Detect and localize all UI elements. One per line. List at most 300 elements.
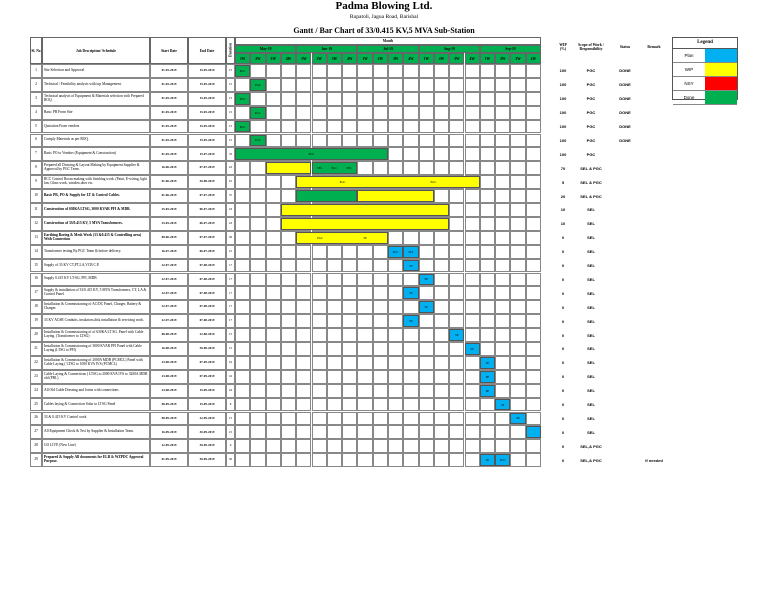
- bar-label: SE: [424, 305, 428, 310]
- week-cell: [357, 412, 372, 426]
- week-cell: [327, 300, 342, 314]
- row-status: [612, 203, 638, 217]
- bar-label: SE: [500, 402, 505, 407]
- row-status: DONE: [619, 82, 631, 88]
- week-cell: [480, 64, 495, 78]
- week-cell: [526, 439, 541, 453]
- row-status: DONE: [619, 124, 631, 130]
- company-address: Rupatoli, Jagua Road, Barishal: [349, 14, 419, 20]
- week-cell: [465, 217, 480, 231]
- row-wip: 0: [561, 388, 565, 394]
- week-cell: [526, 356, 541, 370]
- week-cell: [342, 425, 357, 439]
- row-sl: 1: [30, 64, 42, 78]
- gantt-bar: [296, 190, 357, 202]
- row-wip: 0: [561, 318, 565, 324]
- week-cell: [250, 273, 265, 287]
- bar-label: SE: [409, 263, 413, 268]
- row-job: GO LIVE (New Line): [42, 439, 150, 453]
- row-duration: 17: [226, 314, 235, 328]
- week-cell: [266, 120, 281, 134]
- week-cell: [357, 245, 372, 259]
- week-cell: [510, 64, 525, 78]
- gantt-bar: [388, 246, 403, 258]
- week-cell: [357, 161, 372, 175]
- gantt-bar: [403, 246, 418, 258]
- row-job: All Equipment Check & Test by Supplier & Installation Team.: [42, 425, 150, 439]
- week-cell: [419, 147, 434, 161]
- row-remark: [640, 231, 668, 245]
- week-cell: [403, 92, 418, 106]
- week-cell: [266, 217, 281, 231]
- row-status: [612, 286, 638, 300]
- week-header: 4W: [281, 53, 296, 64]
- legend-item: [673, 91, 737, 105]
- week-cell: [235, 328, 250, 342]
- bar-label: SE: [409, 319, 413, 324]
- bar-label: PGC: [255, 138, 261, 143]
- week-cell: [250, 342, 265, 356]
- week-cell: [480, 231, 495, 245]
- week-cell: [357, 300, 372, 314]
- header-end: End Date: [188, 37, 226, 64]
- row-remark: [640, 398, 668, 412]
- week-cell: [388, 286, 403, 300]
- row-wip: 0: [561, 263, 565, 269]
- legend-title: Legend: [673, 38, 737, 49]
- week-cell: [312, 259, 327, 273]
- week-cell: [281, 453, 296, 467]
- row-scope: PGC: [586, 110, 596, 116]
- week-cell: [403, 453, 418, 467]
- week-cell: [235, 412, 250, 426]
- row-sl: 29: [30, 453, 42, 467]
- week-cell: [526, 147, 541, 161]
- row-remark: [640, 203, 668, 217]
- week-cell: [357, 342, 372, 356]
- week-cell: [510, 328, 525, 342]
- week-cell: [434, 259, 449, 273]
- week-cell: [327, 342, 342, 356]
- week-cell: [312, 398, 327, 412]
- row-scope: SEL & PGC: [580, 193, 602, 199]
- week-cell: [526, 342, 541, 356]
- week-cell: [526, 106, 541, 120]
- row-scope: SEL: [587, 263, 595, 269]
- week-cell: [449, 217, 464, 231]
- row-status: DONE: [619, 110, 631, 116]
- week-cell: [250, 300, 265, 314]
- row-scope: PGC: [586, 151, 596, 157]
- week-cell: [357, 356, 372, 370]
- row-start: 08-09-2019: [150, 398, 188, 412]
- week-cell: [403, 120, 418, 134]
- week-cell: [419, 356, 434, 370]
- row-sl: 23: [30, 370, 42, 384]
- week-cell: [403, 356, 418, 370]
- row-end: 15-05-2019: [188, 92, 226, 106]
- row-end: 07-08-2019: [188, 300, 226, 314]
- week-cell: [266, 64, 281, 78]
- week-cell: [235, 286, 250, 300]
- row-wip: 0: [561, 374, 565, 380]
- week-cell: [526, 286, 541, 300]
- week-cell: [419, 286, 434, 300]
- week-cell: [495, 175, 510, 189]
- week-cell: [373, 106, 388, 120]
- week-cell: [434, 286, 449, 300]
- week-cell: [510, 231, 525, 245]
- gantt-table: [30, 37, 556, 470]
- week-cell: [250, 314, 265, 328]
- row-status: [612, 412, 638, 426]
- week-cell: [526, 231, 541, 245]
- row-remark: [640, 412, 668, 426]
- week-cell: [510, 106, 525, 120]
- row-remark: [640, 439, 668, 453]
- row-status: [612, 328, 638, 342]
- week-cell: [403, 425, 418, 439]
- week-cell: [495, 356, 510, 370]
- week-cell: [449, 147, 464, 161]
- week-cell: [465, 120, 480, 134]
- week-cell: [465, 286, 480, 300]
- week-cell: [296, 259, 311, 273]
- week-cell: [235, 425, 250, 439]
- week-cell: [465, 439, 480, 453]
- week-cell: [342, 286, 357, 300]
- week-header: 2W: [312, 53, 327, 64]
- row-job: Earthing Boring & Mesh Work (33 &0.415 & Controlling area) With Connection: [42, 231, 150, 245]
- gantt-bar: [250, 135, 265, 147]
- row-start: 01-06-2019: [150, 189, 188, 203]
- week-cell: [281, 175, 296, 189]
- row-scope: SEL: [587, 388, 595, 394]
- week-cell: [388, 64, 403, 78]
- row-duration: 15: [226, 78, 235, 92]
- week-cell: [495, 217, 510, 231]
- row-remark: [640, 425, 668, 439]
- row-scope: SEL: [587, 332, 595, 338]
- row-sl: 3: [30, 92, 42, 106]
- week-cell: [250, 203, 265, 217]
- row-duration: 15: [226, 64, 235, 78]
- week-cell: [373, 453, 388, 467]
- week-cell: [327, 78, 342, 92]
- week-cell: [526, 273, 541, 287]
- week-cell: [342, 439, 357, 453]
- bar-label: SE: [485, 360, 490, 365]
- week-header: 2W: [434, 53, 449, 64]
- week-cell: [235, 356, 250, 370]
- row-remark: [640, 147, 668, 161]
- header-duration: Duration: [226, 37, 235, 64]
- row-start: 08-09-2019: [150, 412, 188, 426]
- week-cell: [510, 120, 525, 134]
- week-cell: [403, 412, 418, 426]
- row-job: Technical analysis of Equipment & Materials selection with Prepared BOQ.: [42, 92, 150, 106]
- row-end: 07-07-2019: [188, 161, 226, 175]
- week-cell: [312, 106, 327, 120]
- bar-label: SE: [409, 291, 413, 296]
- row-remark: [640, 120, 668, 134]
- row-sl: 27: [30, 425, 42, 439]
- week-cell: [495, 78, 510, 92]
- legend-swatch: [705, 49, 737, 62]
- row-job: RCC Control Room making with finishing work. (Paint, E-wiring, light fan, Glass work, window,door etc.: [42, 175, 150, 189]
- row-start: 22-07-2019: [150, 259, 188, 273]
- row-remark: [640, 161, 668, 175]
- row-status: [612, 439, 638, 453]
- row-wip: 0: [561, 332, 565, 338]
- week-cell: [388, 273, 403, 287]
- week-cell: [281, 78, 296, 92]
- legend-label: WIP: [684, 67, 694, 72]
- week-cell: [480, 92, 495, 106]
- week-cell: [465, 245, 480, 259]
- row-end: 15-07-2019: [188, 147, 226, 161]
- week-cell: [480, 328, 495, 342]
- week-header: 3W: [327, 53, 342, 64]
- week-cell: [281, 286, 296, 300]
- week-cell: [357, 78, 372, 92]
- week-cell: [296, 314, 311, 328]
- week-cell: [495, 370, 510, 384]
- week-cell: [465, 78, 480, 92]
- gantt-bar: [403, 315, 418, 327]
- row-sl: 13: [30, 231, 42, 245]
- week-cell: [434, 384, 449, 398]
- week-cell: [388, 412, 403, 426]
- row-scope: SEL: [587, 235, 595, 241]
- row-wip: 100: [559, 82, 567, 88]
- gantt-bar: [281, 204, 449, 216]
- row-duration: 37: [226, 189, 235, 203]
- week-cell: [266, 273, 281, 287]
- week-cell: [480, 300, 495, 314]
- week-cell: [510, 245, 525, 259]
- legend-item: [673, 77, 737, 91]
- row-duration: 43: [226, 203, 235, 217]
- week-cell: [357, 286, 372, 300]
- week-cell: [312, 92, 327, 106]
- week-cell: [526, 412, 541, 426]
- week-cell: [312, 384, 327, 398]
- row-start: 01-05-2019: [150, 92, 188, 106]
- row-start: 23-08-2019: [150, 384, 188, 398]
- week-cell: [296, 328, 311, 342]
- week-cell: [266, 384, 281, 398]
- week-cell: [235, 161, 250, 175]
- week-header: 1W: [419, 53, 434, 64]
- week-cell: [357, 120, 372, 134]
- row-status: [612, 356, 638, 370]
- week-cell: [495, 147, 510, 161]
- week-cell: [388, 342, 403, 356]
- week-cell: [250, 217, 265, 231]
- row-sl: 8: [30, 161, 42, 175]
- week-header: 3W: [510, 53, 525, 64]
- row-scope: SEL & PGC: [580, 179, 602, 185]
- row-scope: SEL & PGC: [580, 165, 602, 171]
- week-cell: [235, 175, 250, 189]
- row-remark: [640, 134, 668, 148]
- week-cell: [465, 161, 480, 175]
- legend-item: [673, 49, 737, 63]
- week-cell: [281, 300, 296, 314]
- week-header: 3W: [266, 53, 281, 64]
- week-cell: [449, 161, 464, 175]
- week-cell: [449, 245, 464, 259]
- bar-label: PGC: [392, 249, 399, 254]
- header-sl: Sl. No: [30, 37, 42, 64]
- week-cell: [357, 453, 372, 467]
- week-cell: [419, 412, 434, 426]
- week-cell: [480, 120, 495, 134]
- week-cell: [495, 439, 510, 453]
- week-cell: [480, 259, 495, 273]
- week-cell: [357, 134, 372, 148]
- week-cell: [342, 300, 357, 314]
- week-cell: [526, 203, 541, 217]
- header-scope: Scope of Work / Responsibility: [578, 43, 604, 51]
- row-job: All Old Cable Dressing and Joints with connections: [42, 384, 150, 398]
- week-cell: [235, 398, 250, 412]
- week-cell: [312, 356, 327, 370]
- week-cell: [235, 189, 250, 203]
- bar-label: SE: [485, 374, 490, 379]
- row-job: Construction of 33/0.415 KV, 5 MVA Transformers.: [42, 217, 150, 231]
- week-cell: [403, 328, 418, 342]
- week-cell: [449, 412, 464, 426]
- week-cell: [510, 161, 525, 175]
- week-cell: [281, 384, 296, 398]
- week-cell: [419, 64, 434, 78]
- week-cell: [526, 245, 541, 259]
- row-job: Cable Laying & Connections ( LTSG to 2000 KVA IVS to 3200A MDB old (PBL): [42, 370, 150, 384]
- week-cell: [342, 453, 357, 467]
- row-duration: 15: [226, 342, 235, 356]
- week-cell: [312, 342, 327, 356]
- row-start: 01-05-2019: [150, 147, 188, 161]
- week-cell: [327, 384, 342, 398]
- row-status: [612, 231, 638, 245]
- week-cell: [281, 259, 296, 273]
- week-cell: [281, 356, 296, 370]
- row-wip: 0: [561, 402, 565, 408]
- week-cell: [342, 92, 357, 106]
- gantt-bar: [235, 121, 250, 133]
- week-cell: [388, 328, 403, 342]
- row-wip: 70: [560, 165, 566, 171]
- week-cell: [526, 189, 541, 203]
- row-start: 23-08-2019: [150, 356, 188, 370]
- row-remark: [640, 259, 668, 273]
- row-remark: [640, 342, 668, 356]
- bar-label: SE: [516, 416, 520, 421]
- week-cell: [266, 92, 281, 106]
- week-cell: [510, 300, 525, 314]
- week-cell: [266, 231, 281, 245]
- week-cell: [434, 328, 449, 342]
- week-cell: [250, 439, 265, 453]
- row-sl: 17: [30, 286, 42, 300]
- week-cell: [235, 134, 250, 148]
- row-end: 15-05-2019: [188, 78, 226, 92]
- week-cell: [403, 78, 418, 92]
- week-cell: [449, 259, 464, 273]
- week-cell: [281, 273, 296, 287]
- week-cell: [342, 412, 357, 426]
- week-cell: [526, 78, 541, 92]
- bar-label: PGC: [255, 82, 261, 87]
- week-cell: [312, 273, 327, 287]
- week-cell: [312, 412, 327, 426]
- row-end: 06-07-2019: [188, 203, 226, 217]
- week-cell: [296, 356, 311, 370]
- row-wip: 10: [560, 207, 566, 213]
- week-cell: [250, 245, 265, 259]
- week-cell: [357, 314, 372, 328]
- row-wip: 0: [561, 249, 565, 255]
- gantt-bar: [510, 413, 525, 425]
- week-cell: [250, 425, 265, 439]
- row-remark: [640, 106, 668, 120]
- row-scope: SEL: [587, 374, 595, 380]
- week-cell: [327, 259, 342, 273]
- row-remark: [640, 217, 668, 231]
- week-cell: [449, 439, 464, 453]
- row-start: 01-05-2019: [150, 134, 188, 148]
- week-cell: [449, 231, 464, 245]
- week-cell: [434, 161, 449, 175]
- week-cell: [419, 439, 434, 453]
- row-sl: 14: [30, 245, 42, 259]
- week-cell: [235, 300, 250, 314]
- row-duration: 15: [226, 412, 235, 426]
- week-cell: [480, 245, 495, 259]
- week-cell: [327, 245, 342, 259]
- row-status: [612, 453, 638, 467]
- row-wip: 100: [559, 110, 567, 116]
- week-cell: [510, 273, 525, 287]
- week-cell: [342, 134, 357, 148]
- row-end: 07-08-2019: [188, 286, 226, 300]
- month-header: Jul-19: [357, 45, 418, 53]
- row-scope: PGC: [586, 96, 596, 102]
- week-cell: [281, 231, 296, 245]
- week-cell: [465, 106, 480, 120]
- week-cell: [296, 245, 311, 259]
- row-status: DONE: [619, 96, 631, 102]
- week-cell: [403, 439, 418, 453]
- week-cell: [403, 370, 418, 384]
- week-cell: [373, 64, 388, 78]
- week-cell: [465, 231, 480, 245]
- status-table: [556, 37, 672, 470]
- week-cell: [465, 453, 480, 467]
- week-cell: [419, 370, 434, 384]
- week-cell: [235, 370, 250, 384]
- row-duration: 91: [226, 175, 235, 189]
- row-wip: 0: [561, 429, 565, 435]
- week-cell: [357, 273, 372, 287]
- month-header: Aug-19: [419, 45, 480, 53]
- week-cell: [266, 398, 281, 412]
- week-cell: [480, 412, 495, 426]
- week-cell: [495, 231, 510, 245]
- gantt-bar: [480, 371, 495, 383]
